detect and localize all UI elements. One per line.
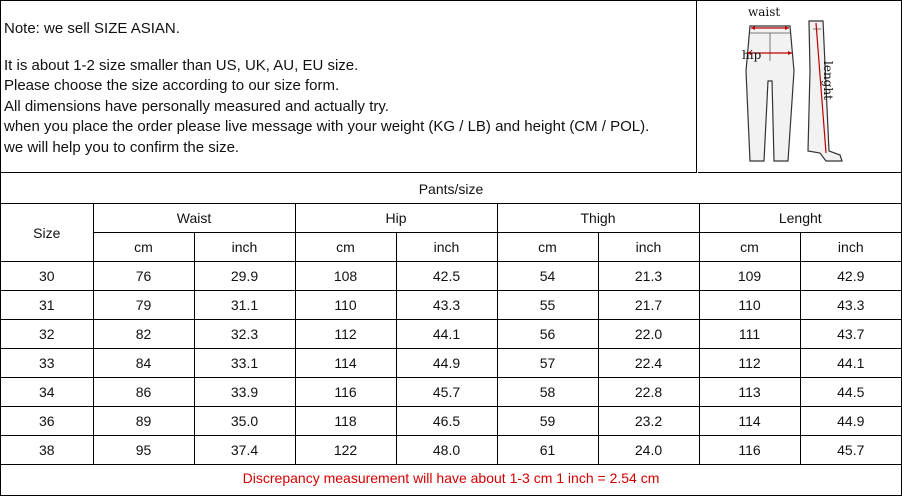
unit-header: cm	[497, 233, 598, 262]
value-cell: 33.9	[194, 378, 295, 407]
discrepancy-footer: Discrepancy measurement will have about 1-3 cm 1 inch = 2.54 cm	[1, 465, 901, 492]
value-cell: 84	[93, 349, 194, 378]
value-cell: 22.8	[598, 378, 699, 407]
value-cell: 21.7	[598, 291, 699, 320]
value-cell: 44.1	[800, 349, 901, 378]
pants-diagram-icon	[698, 1, 901, 173]
value-cell: 44.9	[800, 407, 901, 436]
value-cell: 61	[497, 436, 598, 465]
length-label: lenght	[821, 61, 835, 100]
value-cell: 114	[699, 407, 800, 436]
value-cell: 56	[497, 320, 598, 349]
unit-header: cm	[295, 233, 396, 262]
value-cell: 31.1	[194, 291, 295, 320]
value-cell: 57	[497, 349, 598, 378]
note-line: All dimensions have personally measured and actually try.	[4, 97, 389, 115]
size-header: Size	[1, 204, 93, 262]
hip-label: hip	[742, 48, 762, 62]
value-cell: 109	[699, 262, 800, 291]
value-cell: 48.0	[396, 436, 497, 465]
size-cell: 33	[1, 349, 93, 378]
value-cell: 112	[699, 349, 800, 378]
value-cell: 58	[497, 378, 598, 407]
group-header: Thigh	[497, 204, 699, 233]
value-cell: 22.0	[598, 320, 699, 349]
value-cell: 23.2	[598, 407, 699, 436]
table-row	[1, 407, 901, 436]
value-cell: 45.7	[800, 436, 901, 465]
value-cell: 24.0	[598, 436, 699, 465]
value-cell: 54	[497, 262, 598, 291]
unit-header: cm	[93, 233, 194, 262]
value-cell: 55	[497, 291, 598, 320]
value-cell: 29.9	[194, 262, 295, 291]
value-cell: 95	[93, 436, 194, 465]
group-header: Waist	[93, 204, 295, 233]
value-cell: 110	[699, 291, 800, 320]
value-cell: 59	[497, 407, 598, 436]
note-line: when you place the order please live message with your weight (KG / LB) and height (CM / POL).	[4, 118, 650, 135]
size-note	[1, 1, 697, 173]
group-header: Hip	[295, 204, 497, 233]
value-cell: 35.0	[194, 407, 295, 436]
table-row	[1, 436, 901, 465]
value-cell: 21.3	[598, 262, 699, 291]
size-cell: 32	[1, 320, 93, 349]
note-line: Note: we sell SIZE ASIAN.	[4, 20, 180, 37]
value-cell: 112	[295, 320, 396, 349]
unit-header: inch	[194, 233, 295, 262]
unit-header: cm	[699, 233, 800, 262]
value-cell: 37.4	[194, 436, 295, 465]
group-header: Lenght	[699, 204, 901, 233]
pants-size-table	[1, 174, 901, 491]
value-cell: 111	[699, 320, 800, 349]
table-row	[1, 262, 901, 291]
size-cell: 34	[1, 378, 93, 407]
value-cell: 114	[295, 349, 396, 378]
waist-label: waist	[748, 5, 781, 19]
value-cell: 43.7	[800, 320, 901, 349]
value-cell: 110	[295, 291, 396, 320]
value-cell: 33.1	[194, 349, 295, 378]
value-cell: 42.9	[800, 262, 901, 291]
table-row	[1, 291, 901, 320]
value-cell: 118	[295, 407, 396, 436]
value-cell: 79	[93, 291, 194, 320]
value-cell: 44.1	[396, 320, 497, 349]
size-cell: 36	[1, 407, 93, 436]
value-cell: 42.5	[396, 262, 497, 291]
unit-header: inch	[598, 233, 699, 262]
value-cell: 44.5	[800, 378, 901, 407]
table-row	[1, 320, 901, 349]
table-title: Pants/size	[1, 174, 901, 204]
value-cell: 43.3	[396, 291, 497, 320]
value-cell: 32.3	[194, 320, 295, 349]
note-line: Please choose the size according to our size form.	[4, 77, 340, 94]
size-cell: 38	[1, 436, 93, 465]
value-cell: 22.4	[598, 349, 699, 378]
value-cell: 86	[93, 378, 194, 407]
value-cell: 76	[93, 262, 194, 291]
table-row	[1, 349, 901, 378]
value-cell: 108	[295, 262, 396, 291]
value-cell: 82	[93, 320, 194, 349]
pants-measurement-figure	[698, 1, 901, 173]
value-cell: 122	[295, 436, 396, 465]
size-cell: 30	[1, 262, 93, 291]
value-cell: 113	[699, 378, 800, 407]
unit-header: inch	[396, 233, 497, 262]
value-cell: 44.9	[396, 349, 497, 378]
value-cell: 43.3	[800, 291, 901, 320]
value-cell: 116	[295, 378, 396, 407]
value-cell: 116	[699, 436, 800, 465]
value-cell: 89	[93, 407, 194, 436]
value-cell: 46.5	[396, 407, 497, 436]
unit-header: inch	[800, 233, 901, 262]
note-line: we will help you to confirm the size.	[4, 138, 240, 156]
size-cell: 31	[1, 291, 93, 320]
table-row	[1, 378, 901, 407]
note-line: It is about 1-2 size smaller than US, UK, AU, EU size.	[4, 56, 359, 74]
value-cell: 45.7	[396, 378, 497, 407]
